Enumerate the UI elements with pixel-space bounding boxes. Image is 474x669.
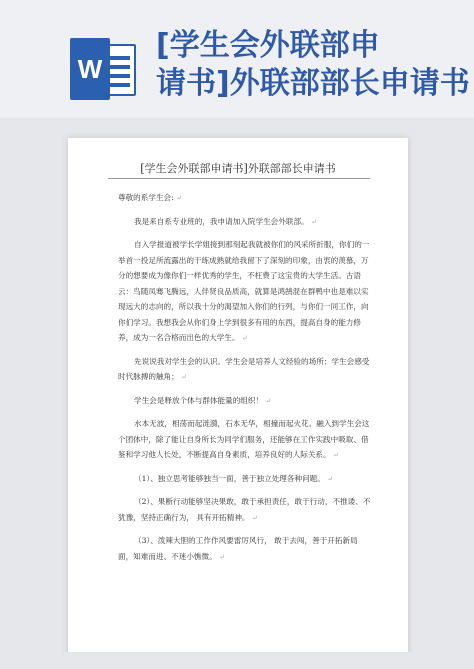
- salutation: 尊敬的系学生会: ↵: [118, 193, 183, 202]
- word-icon-line: [108, 74, 130, 78]
- paragraph: 先说说我对学生会的认识。学生会是培养人文经验的场所；学生会感受时代脉搏的触角； ↵: [118, 356, 370, 381]
- title-divider: [108, 178, 370, 179]
- word-icon-line: [108, 65, 130, 69]
- document-preview: [68, 138, 408, 656]
- document-title: [学生会外联部申请书]外联部部长申请书: [140, 162, 336, 175]
- paragraph: （2）、果断行动能够坚决果敢，敢于承担责任，敢于行动，不推诿、不犹豫，坚持正确行为， 具有开拓精神。 ↵: [118, 497, 371, 522]
- paragraph: 我是来自系专业班的，我申请加入院学生会外联部。 ↵: [134, 216, 317, 226]
- paragraph: （1）、独立思考能够独当一面，善于独立处理各种问题。 ↵: [134, 473, 334, 483]
- paragraph: 学生会是释放个体与群体能量的组织！ ↵: [134, 395, 272, 405]
- page-title-line-1: [学生会外联部申: [156, 28, 380, 63]
- page-header: [0, 0, 474, 118]
- document-body: [118, 190, 372, 572]
- word-icon-letter: W: [70, 38, 110, 100]
- word-icon-line: [108, 56, 130, 60]
- word-icon-line: [108, 83, 130, 87]
- paragraph: 水本无波，相荡而起涟漪，石本无华，相撞而起火花。融入到学生会这个团体中，除了能让自身所长为同学们服务，还能够在工作实践中吸取、借鉴和学习他人长处，不断提高自身素质，培养良好的人际关系。 ↵: [118, 419, 370, 459]
- page-title-line-2: 请书]外联部部长申请书: [156, 66, 470, 101]
- paragraph: 自入学报道被学长学姐接到那刻起我就被你们的风采所折服，你们的一举首一投足所流露出的干练成熟就给我留下了深刻的印象，由衷的羡慕，万分的想要成为像你们一样优秀的学生，不枉费了这宝贵的大学生活。古语云：鸟随凤骞飞腾远，人伴贤良品质高，就算是鸿鹄混在群鸭中也是难以实现远大的志向的，所以我十分的渴望加入你们的行列，与你们一同工作，向你们学习。我想我会从你们身上学到很多有用的东西，提高自身的能力修养，成为一名合格而出色的大学生。 ↵: [118, 240, 370, 342]
- word-document-icon: [70, 38, 138, 100]
- footer-band: [0, 652, 474, 669]
- paragraph: （3）、泼辣大胆的工作作风要雷厉风行， 敢于去闯，善于开拓新局面，知难而进、不迷小憔微。 ↵: [118, 536, 358, 561]
